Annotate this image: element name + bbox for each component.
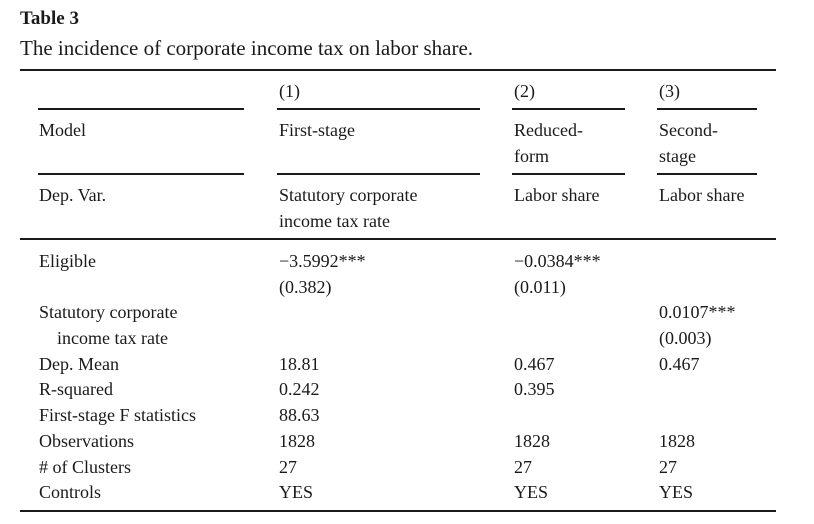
model-col2-line2: form <box>514 146 549 166</box>
row-rsquared-label: R-squared <box>39 379 113 399</box>
row-rsquared-col1: 0.242 <box>279 379 320 399</box>
model-rule-stub <box>38 173 244 175</box>
row-eligible-col1-se: (0.382) <box>279 277 332 297</box>
header-rule-col1 <box>277 108 480 110</box>
top-rule <box>20 69 776 71</box>
column-number-1: (1) <box>279 81 300 101</box>
row-depmean-col3: 0.467 <box>659 354 700 374</box>
row-controls-label: Controls <box>39 482 102 502</box>
row-clusters-col1: 27 <box>279 457 297 477</box>
row-statutory-col3-se: (0.003) <box>659 328 712 348</box>
row-rsquared-col2: 0.395 <box>514 379 555 399</box>
header-rule-col2 <box>512 108 625 110</box>
row-controls-col2: YES <box>514 482 549 502</box>
depvar-col1-line2: income tax rate <box>279 211 390 231</box>
model-rule-col2 <box>512 173 625 175</box>
row-clusters-col2: 27 <box>514 457 532 477</box>
row-depmean-col1: 18.81 <box>279 354 320 374</box>
row-statutory-label-line2: income tax rate <box>57 328 168 348</box>
bottom-rule <box>20 510 776 512</box>
row-clusters-col3: 27 <box>659 457 677 477</box>
column-number-2: (2) <box>514 81 535 101</box>
header-rule-stub <box>38 108 244 110</box>
row-observations-col3: 1828 <box>659 431 695 451</box>
model-rule-col1 <box>277 173 480 175</box>
row-controls-col1: YES <box>279 482 314 502</box>
row-eligible-col2-se: (0.011) <box>514 277 566 297</box>
table-caption: The incidence of corporate income tax on labor share. <box>20 36 474 60</box>
row-depmean-label: Dep. Mean <box>39 354 119 374</box>
row-depmean-col2: 0.467 <box>514 354 555 374</box>
column-number-3: (3) <box>659 81 680 101</box>
row-statutory-col3: 0.0107*** <box>659 302 736 322</box>
header-rule-col3 <box>657 108 757 110</box>
model-col3-line2: stage <box>659 146 696 166</box>
model-label: Model <box>39 120 86 140</box>
model-col3-line1: Second- <box>659 120 718 140</box>
row-eligible-label: Eligible <box>39 251 96 271</box>
row-eligible-col1: −3.5992*** <box>279 251 366 271</box>
depvar-col3: Labor share <box>659 185 745 205</box>
row-fstat-label: First-stage F statistics <box>39 405 196 425</box>
model-col1-line1: First-stage <box>279 120 355 140</box>
row-statutory-label-line1: Statutory corporate <box>39 302 178 322</box>
model-col2-line1: Reduced- <box>514 120 583 140</box>
row-observations-col2: 1828 <box>514 431 550 451</box>
table-label: Table 3 <box>20 8 79 29</box>
row-eligible-col2: −0.0384*** <box>514 251 601 271</box>
body-rule <box>20 238 776 240</box>
model-rule-col3 <box>657 173 757 175</box>
row-observations-label: Observations <box>39 431 134 451</box>
depvar-label: Dep. Var. <box>39 185 107 205</box>
row-observations-col1: 1828 <box>279 431 315 451</box>
depvar-col2: Labor share <box>514 185 600 205</box>
row-fstat-col1: 88.63 <box>279 405 320 425</box>
row-clusters-label: # of Clusters <box>39 457 131 477</box>
depvar-col1-line1: Statutory corporate <box>279 185 418 205</box>
row-controls-col3: YES <box>659 482 694 502</box>
